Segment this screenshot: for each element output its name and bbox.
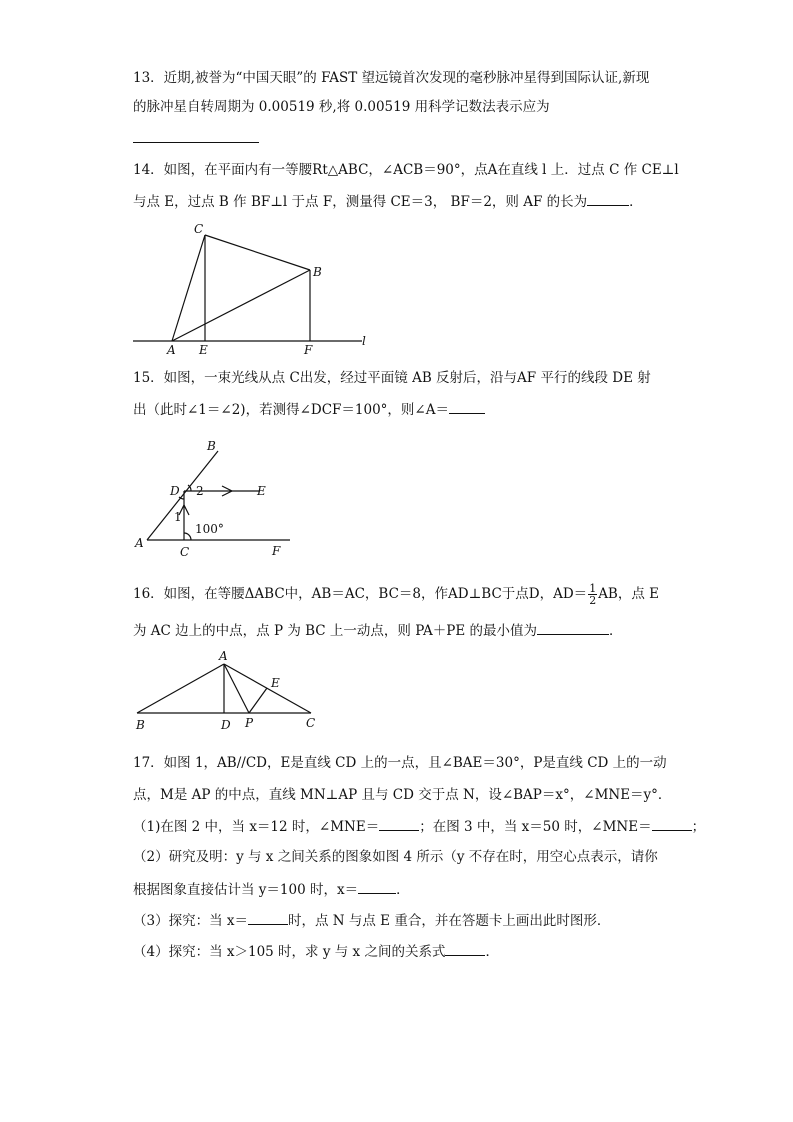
q14-line2-end: ．: [629, 194, 643, 210]
q17-part3-b: 时，点 N 与点 E 重合，并在答题卡上画出此时图形．: [288, 913, 611, 929]
q14-line1: 14．如图，在平面内有一等腰Rt△ABC，∠ACB＝90°，点A在直线 l 上．过点 C 作 CE⊥l: [133, 162, 679, 178]
q16-label-P: P: [245, 716, 254, 730]
q17-part4-a: （4）探究：当 x＞105 时，求 y 与 x 之间的关系式: [133, 944, 446, 960]
q15-angle-1-arc: [179, 497, 184, 499]
q14-label-F: F: [304, 343, 313, 357]
q16-label-D: D: [221, 718, 231, 732]
q16-label-A: A: [219, 649, 228, 663]
q15-label-100: 100°: [195, 522, 224, 536]
q15-arrow-DE: [222, 486, 232, 496]
q17-line1: 17．如图 1，AB//CD，E是直线 CD 上的一点，且∠BAE＝30°，P是直线 CD 上的一动: [133, 755, 667, 771]
q17-part3-a: （3）探究：当 x＝: [133, 913, 248, 929]
q16-label-C: C: [306, 716, 316, 730]
q16-line1: [133, 583, 659, 606]
q17-part4-b: ．: [485, 944, 499, 960]
q15-line2: [133, 399, 485, 419]
q15-line-AB: [147, 451, 218, 540]
q14-seg-AC: [172, 235, 205, 341]
q17-blank-1: [379, 816, 419, 831]
q17-line5: [133, 879, 410, 899]
q15-line1: 15．如图，一束光线从点 C出发，经过平面镜 AB 反射后，沿与AF 平行的线段 DE 射: [133, 370, 651, 386]
q17-part1-a: （1)在图 2 中，当 x＝12 时，∠MNE＝: [133, 819, 380, 835]
q16-seg-AP: [224, 664, 249, 713]
q16-seg-AC: [224, 664, 311, 713]
q16-line2-end: ．: [609, 623, 623, 639]
q13-answer-blank: [133, 128, 259, 148]
q14-line2: [133, 191, 643, 211]
q17-blank-2: [652, 816, 692, 831]
q15-label-A: A: [135, 536, 144, 550]
q16-seg-AB: [137, 664, 224, 713]
q15-angle-100-arc: [184, 533, 191, 540]
q14-seg-AB: [172, 270, 310, 341]
q13-line1: 13．近期,被誉为“中国天眼”的 FAST 望远镜首次发现的毫秒脉冲星得到国际认证,新现: [133, 70, 650, 86]
q17-blank-5: [445, 941, 485, 956]
q17-part1-c: ；: [691, 819, 706, 835]
q15-label-D: D: [170, 484, 180, 498]
q14-line2-text: 与点 E，过点 B 作 BF⊥l 于点 F，测量得 CE＝3， BF＝2，则 AF 的长为: [133, 194, 588, 210]
q17-line3: [133, 816, 705, 836]
q15-answer-blank: [449, 399, 485, 414]
q14-answer-blank: [587, 191, 629, 206]
q16-line2-text: 为 AC 边上的中点，点 P 为 BC 上一动点，则 PA＋PE 的最小值为: [133, 623, 538, 639]
q16-line1-post: AB，点 E: [598, 586, 660, 602]
q14-label-E: E: [199, 343, 208, 357]
q17-line2: 点，M是 AP 的中点，直线 MN⊥AP 且与 CD 交于点 N，设∠BAP＝x°，∠MNE＝y°．: [133, 787, 672, 803]
q14-label-A: A: [167, 343, 176, 357]
q16-label-B: B: [136, 718, 145, 732]
q17-line7: [133, 941, 499, 961]
q15-angle-2-arc: [188, 485, 191, 491]
q17-part1-b: ；在图 3 中，当 x＝50 时，∠MNE＝: [419, 819, 652, 835]
q16-line1-pre: 16．如图，在等腰ΔABC中，AB＝AC，BC＝8，作AD⊥BC于点D，AD＝: [133, 586, 588, 602]
q14-label-l: l: [362, 334, 366, 348]
q15-label-E: E: [257, 484, 266, 498]
q14-label-B: B: [313, 265, 322, 279]
q16-answer-blank: [537, 620, 609, 635]
q15-label-1: 1: [174, 510, 182, 524]
q16-seg-PE: [249, 688, 267, 713]
q14-seg-CB: [205, 235, 310, 270]
q17-part2-text: 根据图象直接估计当 y＝100 时，x＝: [133, 882, 359, 898]
q17-line6: [133, 910, 610, 930]
q15-label-B: B: [207, 439, 216, 453]
q15-label-2: 2: [196, 484, 204, 498]
q16-frac-den: 2: [589, 594, 597, 607]
q16-frac-num: 1: [589, 582, 597, 595]
q16-label-E: E: [271, 676, 280, 690]
q17-blank-4: [248, 910, 288, 925]
q15-label-C: C: [180, 545, 190, 559]
q17-blank-3: [358, 879, 396, 894]
q15-line2-text: 出（此时∠1＝∠2)，若测得∠DCF＝100°，则∠A＝: [133, 402, 449, 418]
q16-fraction: [588, 583, 597, 606]
q17-line4: （2）研究及明：y 与 x 之间关系的图象如图 4 所示（y 不存在时，用空心点表示，请你: [133, 849, 658, 865]
q15-arrow-CD: [179, 505, 189, 515]
q13-line2: 的脉冲星自转周期为 0.00519 秒,将 0.00519 用科学记数法表示应为: [133, 99, 550, 115]
q16-line2: [133, 620, 623, 640]
q15-label-F: F: [272, 544, 281, 558]
q17-part2-end: ．: [396, 882, 410, 898]
q14-label-C: C: [194, 222, 204, 236]
